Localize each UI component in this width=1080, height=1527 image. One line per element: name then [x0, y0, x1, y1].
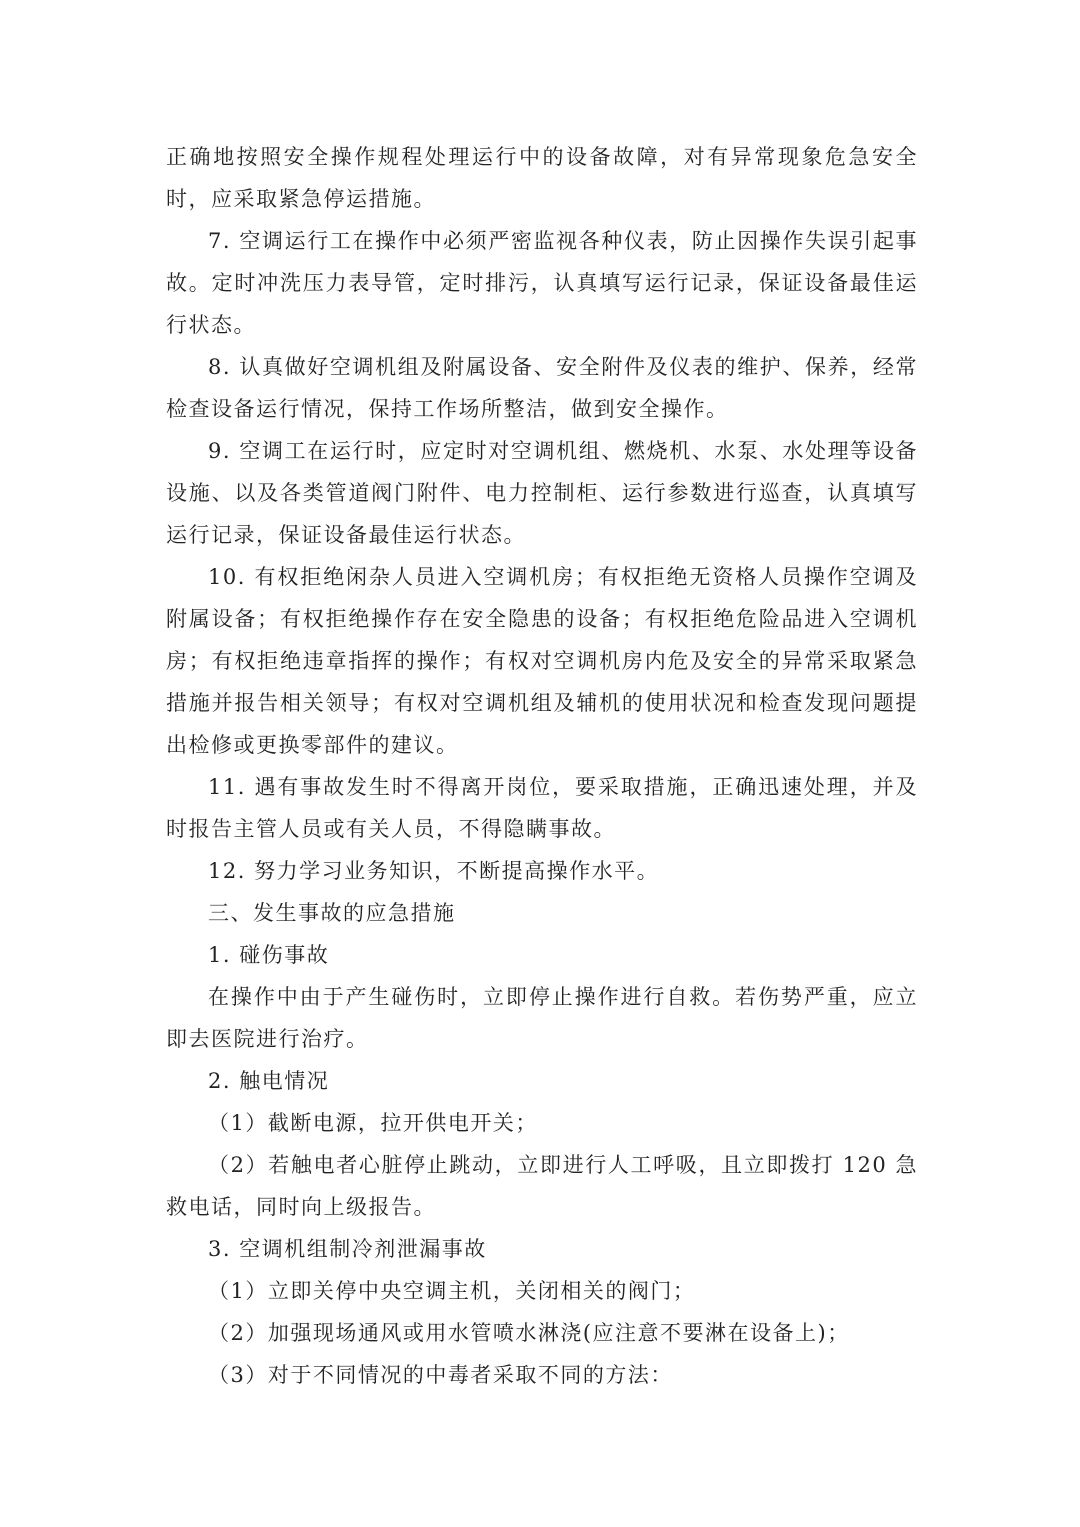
paragraph-item-9: 9. 空调工在运行时，应定时对空调机组、燃烧机、水泵、水处理等设备设施、以及各类管道阀门附件、电力控制柜、运行参数进行巡查，认真填写运行记录，保证设备最佳运行状态。: [166, 439, 918, 547]
paragraph-continuation: 正确地按照安全操作规程处理运行中的设备故障，对有异常现象危急安全时，应采取紧急停运措施。: [166, 145, 918, 211]
document-body: [166, 136, 918, 1396]
list-item-shock-2: （2）若触电者心脏停止跳动，立即进行人工呼吸，且立即拨打 120 急救电话，同时向上级报告。: [166, 1153, 918, 1219]
paragraph-item-7: 7. 空调运行工在操作中必须严密监视各种仪表，防止因操作失误引起事故。定时冲洗压力表导管，定时排污，认真填写运行记录，保证设备最佳运行状态。: [166, 229, 918, 337]
paragraph-item-11: 11. 遇有事故发生时不得离开岗位，要采取措施，正确迅速处理，并及时报告主管人员或有关人员，不得隐瞒事故。: [166, 775, 918, 841]
list-item-leak-1: （1）立即关停中央空调主机，关闭相关的阀门；: [208, 1279, 696, 1303]
subheading-refrigerant-leak: 3. 空调机组制冷剂泄漏事故: [208, 1237, 487, 1261]
list-item-leak-2: （2）加强现场通风或用水管喷水淋浇(应注意不要淋在设备上)；: [208, 1321, 850, 1345]
subheading-electric-shock: 2. 触电情况: [208, 1069, 330, 1093]
list-item-shock-1: （1）截断电源，拉开供电开关；: [208, 1111, 538, 1135]
section-heading-emergency: 三、发生事故的应急措施: [208, 901, 456, 925]
paragraph-item-10: 10. 有权拒绝闲杂人员进入空调机房；有权拒绝无资格人员操作空调及附属设备；有权拒绝操作存在安全隐患的设备；有权拒绝危险品进入空调机房；有权拒绝违章指挥的操作；有权对空调机房内危及安全的异常采取紧急措施并报告相关领导；有权对空调机组及辅机的使用状况和检查发现问题提出检修或更换零部件的建议。: [166, 565, 918, 757]
subheading-injury: 1. 碰伤事故: [208, 943, 330, 967]
paragraph-injury: 在操作中由于产生碰伤时，立即停止操作进行自救。若伤势严重，应立即去医院进行治疗。: [166, 985, 918, 1051]
paragraph-item-12: 12. 努力学习业务知识，不断提高操作水平。: [208, 859, 660, 883]
list-item-leak-3: （3）对于不同情况的中毒者采取不同的方法：: [208, 1363, 673, 1387]
paragraph-item-8: 8. 认真做好空调机组及附属设备、安全附件及仪表的维护、保养，经常检查设备运行情况，保持工作场所整洁，做到安全操作。: [166, 355, 918, 421]
